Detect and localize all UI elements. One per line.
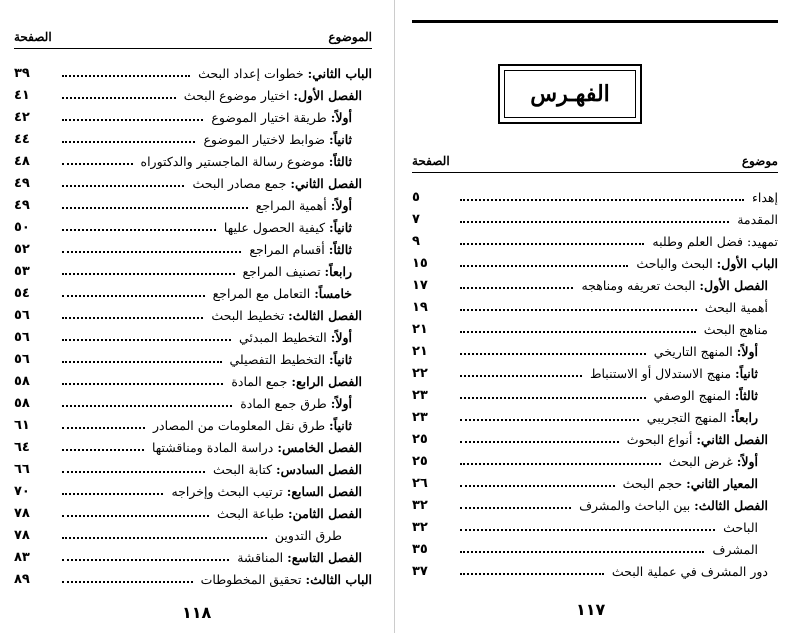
toc-title-text: أهمية المراجع xyxy=(255,197,331,213)
toc-title-label: ثالثاً: xyxy=(328,241,352,257)
toc-title-text: دراسة المادة ومناقشتها xyxy=(151,439,278,455)
toc-title-text: المشرف xyxy=(712,541,758,557)
subject-column-label: موضوع xyxy=(741,154,778,168)
toc-title xyxy=(184,88,362,103)
dot-leader xyxy=(460,353,646,355)
toc-title xyxy=(579,498,768,513)
toc-title-label: الفصل السابع: xyxy=(286,483,362,499)
toc-page-number: ٢١ xyxy=(412,343,428,359)
dot-leader xyxy=(62,559,229,561)
toc-title-text: المقدمة xyxy=(737,211,778,227)
toc-title-label: ثانياً: xyxy=(329,417,352,433)
toc-title-label: الفصل الثاني: xyxy=(696,431,768,447)
toc-title-label: أولاً: xyxy=(330,109,352,125)
toc-entry xyxy=(14,84,372,106)
toc-entry xyxy=(412,318,778,340)
toc-page-number: ٢٣ xyxy=(412,409,428,425)
toc-page-number: ٢٢ xyxy=(412,365,428,381)
toc-title-label: أولاً: xyxy=(736,453,758,469)
dot-leader xyxy=(62,207,248,209)
toc-entry xyxy=(14,480,372,502)
dot-leader xyxy=(62,141,195,143)
toc-entry xyxy=(412,340,778,362)
toc-title-label: خامساً: xyxy=(314,285,352,301)
toc-title-label: الباب الثالث: xyxy=(305,571,372,587)
toc-title xyxy=(152,440,362,455)
toc-entry xyxy=(412,406,778,428)
page-number: ١١٧ xyxy=(576,600,606,619)
toc-title-label: أولاً: xyxy=(736,343,758,359)
toc-title-label: الفصل الخامس: xyxy=(277,439,362,455)
toc-title xyxy=(243,264,352,279)
toc-title xyxy=(623,476,758,491)
toc-entry xyxy=(412,384,778,406)
toc-title xyxy=(198,66,372,81)
toc-title-text: طرق جمع المادة xyxy=(240,395,331,411)
toc-title-label: المعيار الثاني: xyxy=(686,475,758,491)
index-title: الفهـرس xyxy=(504,70,636,118)
dot-leader xyxy=(460,551,704,553)
toc-page-number: ٩ xyxy=(412,233,420,249)
toc-title-label: ثانياً: xyxy=(329,131,352,147)
dot-leader xyxy=(460,397,646,399)
toc-page-number: ٤٤ xyxy=(14,131,30,147)
dot-leader xyxy=(62,273,235,275)
toc-title-text: تصنيف المراجع xyxy=(242,263,325,279)
toc-title-label: ثالثاً: xyxy=(328,153,352,169)
toc-title xyxy=(224,220,352,235)
toc-entry xyxy=(412,560,778,582)
toc-page-number: ٣٥ xyxy=(412,541,428,557)
toc-title xyxy=(213,462,362,477)
toc-entry xyxy=(412,274,778,296)
dot-leader xyxy=(460,265,628,267)
page-number: ١١٨ xyxy=(182,603,212,622)
toc-title xyxy=(647,410,758,425)
toc-entry xyxy=(412,472,778,494)
toc-entry xyxy=(14,62,372,84)
toc-page-number: ٣٩ xyxy=(14,65,30,81)
dot-leader xyxy=(62,97,176,99)
toc-page-number: ٧٨ xyxy=(14,505,30,521)
toc-title xyxy=(230,352,352,367)
toc-title-text: أقسام المراجع xyxy=(249,241,329,257)
toc-title-text: الباحث xyxy=(723,519,758,535)
toc-title-text: التخطيط المبدئي xyxy=(239,329,331,345)
toc-page-number: ٨٣ xyxy=(14,549,30,565)
toc-title-label: ثانياً: xyxy=(735,365,758,381)
toc-title-text: المنهج التاريخي xyxy=(653,343,737,359)
dot-leader xyxy=(62,537,267,539)
toc-title-text: موضوع رسالة الماجستير والدكتوراه xyxy=(140,153,329,169)
toc-page-number: ٦١ xyxy=(14,417,30,433)
dot-leader xyxy=(460,529,715,531)
index-title-box xyxy=(498,64,642,124)
toc-title-text: المنهج الوصفي xyxy=(653,387,735,403)
toc-entry xyxy=(412,186,778,208)
toc-title xyxy=(217,506,362,521)
toc-page-number: ٥٦ xyxy=(14,307,30,323)
toc-title-label: الفصل الأول: xyxy=(699,277,768,293)
toc-title-text: تخطيط البحث xyxy=(211,307,289,323)
header-rule xyxy=(412,172,778,173)
dot-leader xyxy=(62,295,205,297)
toc-title-text: طريقة اختيار الموضوع xyxy=(211,109,331,125)
toc-page-number: ٥٢ xyxy=(14,241,30,257)
toc-entry xyxy=(14,150,372,172)
dot-leader xyxy=(62,405,232,407)
toc-title xyxy=(705,300,768,315)
right-page xyxy=(400,0,798,633)
toc-title-label: رابعاً: xyxy=(324,263,352,279)
toc-entry xyxy=(14,414,372,436)
toc-title-text: كيفية الحصول عليها xyxy=(223,219,330,235)
toc-title-text: جمع المادة xyxy=(231,373,292,389)
dot-leader xyxy=(460,375,582,377)
dot-leader xyxy=(62,251,241,253)
toc-title-text: إهداء xyxy=(752,189,778,205)
toc-title-text: منهج الاستدلال أو الاستنباط xyxy=(589,365,736,381)
toc-title-text: أهمية البحث xyxy=(704,299,768,315)
toc-title-label: أولاً: xyxy=(330,395,352,411)
toc-title-label: الباب الثاني: xyxy=(307,65,372,81)
toc-entry xyxy=(14,502,372,524)
toc-title xyxy=(249,242,352,257)
toc-title xyxy=(752,190,778,205)
toc-title-text: المناقشة xyxy=(237,549,288,565)
toc-title-text: البحث تعريفه ومناهجه xyxy=(581,277,700,293)
toc-title xyxy=(141,154,352,169)
toc-title xyxy=(636,256,778,271)
toc-title xyxy=(612,564,768,579)
toc-page-number: ٥٦ xyxy=(14,329,30,345)
toc-title xyxy=(237,550,362,565)
toc-title xyxy=(652,234,778,249)
toc-page-number: ٣٧ xyxy=(412,563,428,579)
toc-entry xyxy=(412,516,778,538)
toc-title-label: ثانياً: xyxy=(329,219,352,235)
toc-title-text: جمع مصادر البحث xyxy=(192,175,291,191)
toc-title-text: ترتيب البحث وإخراجه xyxy=(171,483,287,499)
toc-entry xyxy=(412,538,778,560)
toc-page-number: ٨٩ xyxy=(14,571,30,587)
toc-page-number: ٢٦ xyxy=(412,475,428,491)
dot-leader xyxy=(62,317,203,319)
right-column-header xyxy=(412,154,778,168)
toc-entry xyxy=(14,128,372,150)
left-page xyxy=(0,0,390,633)
toc-title-text: مناهج البحث xyxy=(703,321,768,337)
dot-leader xyxy=(62,75,190,77)
toc-title-text: التعامل مع المراجع xyxy=(212,285,315,301)
toc-entry xyxy=(14,260,372,282)
header-rule xyxy=(14,48,372,49)
toc-entry xyxy=(14,458,372,480)
toc-title-label: رابعاً: xyxy=(730,409,758,425)
toc-entry xyxy=(14,524,372,546)
toc-entry xyxy=(14,282,372,304)
toc-entry xyxy=(14,238,372,260)
toc-entry xyxy=(14,348,372,370)
toc-title-text: البحث والباحث xyxy=(636,255,717,271)
dot-leader xyxy=(62,493,163,495)
toc-title xyxy=(153,418,352,433)
toc-title-label: الفصل الأول: xyxy=(293,87,362,103)
toc-page-number: ٢٥ xyxy=(412,453,428,469)
toc-title-label: الباب الأول: xyxy=(716,255,778,271)
toc-title xyxy=(213,286,352,301)
toc-page-number: ٤١ xyxy=(14,87,30,103)
dot-leader xyxy=(62,163,133,165)
toc-entry xyxy=(14,326,372,348)
toc-page-number: ٥٤ xyxy=(14,285,30,301)
toc-page-number: ٥٨ xyxy=(14,373,30,389)
toc-title-text: تحقيق المخطوطات xyxy=(200,571,306,587)
toc-page-number: ٥٦ xyxy=(14,351,30,367)
toc-page-number: ٥٣ xyxy=(14,263,30,279)
toc-title-label: الفصل الثاني: xyxy=(290,175,362,191)
toc-title xyxy=(275,528,342,543)
toc-title xyxy=(712,542,758,557)
dot-leader xyxy=(460,221,729,223)
toc-title-text: بين الباحث والمشرف xyxy=(579,497,695,513)
toc-entry xyxy=(412,494,778,516)
toc-page-number: ٥٠ xyxy=(14,219,30,235)
toc-title-text: طرق التدوين xyxy=(274,527,342,543)
toc-title-text: دور المشرف في عملية البحث xyxy=(611,563,768,579)
toc-page-number: ٢٣ xyxy=(412,387,428,403)
dot-leader xyxy=(62,449,144,451)
toc-title xyxy=(256,198,352,213)
top-rule xyxy=(412,20,778,23)
toc-title-text: كتابة البحث xyxy=(212,461,277,477)
toc-entry xyxy=(14,304,372,326)
dot-leader xyxy=(460,309,697,311)
toc-title-text: أنواع البحوث xyxy=(626,431,697,447)
toc-page-number: ٧ xyxy=(412,211,420,227)
dot-leader xyxy=(460,287,573,289)
toc-entry xyxy=(14,568,372,590)
dot-leader xyxy=(62,119,203,121)
toc-entry xyxy=(412,230,778,252)
toc-entry xyxy=(412,362,778,384)
toc-page-number: ١٥ xyxy=(412,255,428,271)
toc-title xyxy=(203,132,352,147)
toc-page-number: ١٩ xyxy=(412,299,428,315)
dot-leader xyxy=(62,185,184,187)
toc-title xyxy=(192,176,362,191)
toc-title-text: اختيار موضوع البحث xyxy=(183,87,294,103)
toc-title-text: ضوابط لاختيار الموضوع xyxy=(203,131,330,147)
toc-page-number: ٤٩ xyxy=(14,175,30,191)
toc-title xyxy=(171,484,362,499)
toc-title xyxy=(737,212,778,227)
toc-entry xyxy=(14,370,372,392)
dot-leader xyxy=(62,471,205,473)
toc-page-number: ٤٨ xyxy=(14,153,30,169)
toc-title xyxy=(654,344,758,359)
toc-title-label: ثالثاً: xyxy=(734,387,758,403)
toc-title-label: الفصل الثالث: xyxy=(288,307,362,323)
toc-title xyxy=(581,278,768,293)
toc-title-label: ثانياً: xyxy=(329,351,352,367)
toc-page-number: ٥ xyxy=(412,189,420,205)
toc-title xyxy=(211,110,352,125)
dot-leader xyxy=(62,361,222,363)
toc-title-label: الفصل الثالث: xyxy=(694,497,768,513)
toc-title-text: طرق نقل المعلومات من المصادر xyxy=(152,417,330,433)
dot-leader xyxy=(460,441,619,443)
toc-entry xyxy=(14,546,372,568)
toc-title-text: حجم البحث xyxy=(622,475,687,491)
toc-page-number: ٣٢ xyxy=(412,497,428,513)
toc-entry xyxy=(14,172,372,194)
toc-title-label: الفصل الرابع: xyxy=(291,373,362,389)
toc-entry xyxy=(412,428,778,450)
toc-title xyxy=(240,396,352,411)
toc-page-number: ٢٥ xyxy=(412,431,428,447)
dot-leader xyxy=(62,339,231,341)
toc-page-number: ٧٨ xyxy=(14,527,30,543)
dot-leader xyxy=(62,581,193,583)
toc-entry xyxy=(14,392,372,414)
toc-entry xyxy=(412,450,778,472)
toc-entry xyxy=(412,296,778,318)
dot-leader xyxy=(62,427,145,429)
toc-title-text: طباعة البحث xyxy=(217,505,289,521)
dot-leader xyxy=(62,229,216,231)
toc-title-label: الفصل السادس: xyxy=(276,461,362,477)
dot-leader xyxy=(460,199,744,201)
toc-title xyxy=(654,388,758,403)
dot-leader xyxy=(460,243,644,245)
toc-page-number: ٧٠ xyxy=(14,483,30,499)
toc-title-label: أولاً: xyxy=(330,329,352,345)
toc-title xyxy=(704,322,768,337)
toc-title xyxy=(239,330,352,345)
toc-title-label: أولاً: xyxy=(330,197,352,213)
dot-leader xyxy=(460,573,604,575)
toc-title-text: التخطيط التفصيلي xyxy=(229,351,330,367)
toc-entry xyxy=(14,194,372,216)
toc-page-number: ١٧ xyxy=(412,277,428,293)
toc-entry xyxy=(14,436,372,458)
toc-title-text: غرض البحث xyxy=(668,453,737,469)
book-spine xyxy=(394,0,395,633)
toc-title-label: الفصل التاسع: xyxy=(287,549,362,565)
dot-leader xyxy=(62,383,223,385)
toc-title xyxy=(669,454,758,469)
dot-leader xyxy=(460,419,639,421)
dot-leader xyxy=(460,507,571,509)
left-column-header xyxy=(14,30,372,44)
subject-column-label: الموضوع xyxy=(328,30,372,44)
toc-title-text: خطوات إعداد البحث xyxy=(198,65,308,81)
toc-page-number: ٥٨ xyxy=(14,395,30,411)
toc-entry xyxy=(14,216,372,238)
toc-title xyxy=(723,520,758,535)
toc-page-number: ٦٦ xyxy=(14,461,30,477)
dot-leader xyxy=(460,331,696,333)
toc-title xyxy=(231,374,362,389)
dot-leader xyxy=(460,485,615,487)
toc-entry xyxy=(412,208,778,230)
dot-leader xyxy=(62,515,209,517)
toc-title xyxy=(201,572,372,587)
page-column-label: الصفحة xyxy=(14,30,52,44)
toc-title-label: الفصل الثامن: xyxy=(288,505,362,521)
toc-title-text: المنهج التجريبي xyxy=(646,409,731,425)
toc-title xyxy=(590,366,758,381)
toc-page-number: ٤٩ xyxy=(14,197,30,213)
toc-title-text: تمهيد: فضل العلم وطلبه xyxy=(652,233,778,249)
toc-title xyxy=(211,308,362,323)
toc-page-number: ٣٢ xyxy=(412,519,428,535)
toc-title xyxy=(627,432,768,447)
toc-page-number: ٢١ xyxy=(412,321,428,337)
dot-leader xyxy=(460,463,661,465)
toc-page-number: ٦٤ xyxy=(14,439,30,455)
toc-entry xyxy=(412,252,778,274)
toc-page-number: ٤٢ xyxy=(14,109,30,125)
toc-entry xyxy=(14,106,372,128)
page-column-label: الصفحة xyxy=(412,154,450,168)
